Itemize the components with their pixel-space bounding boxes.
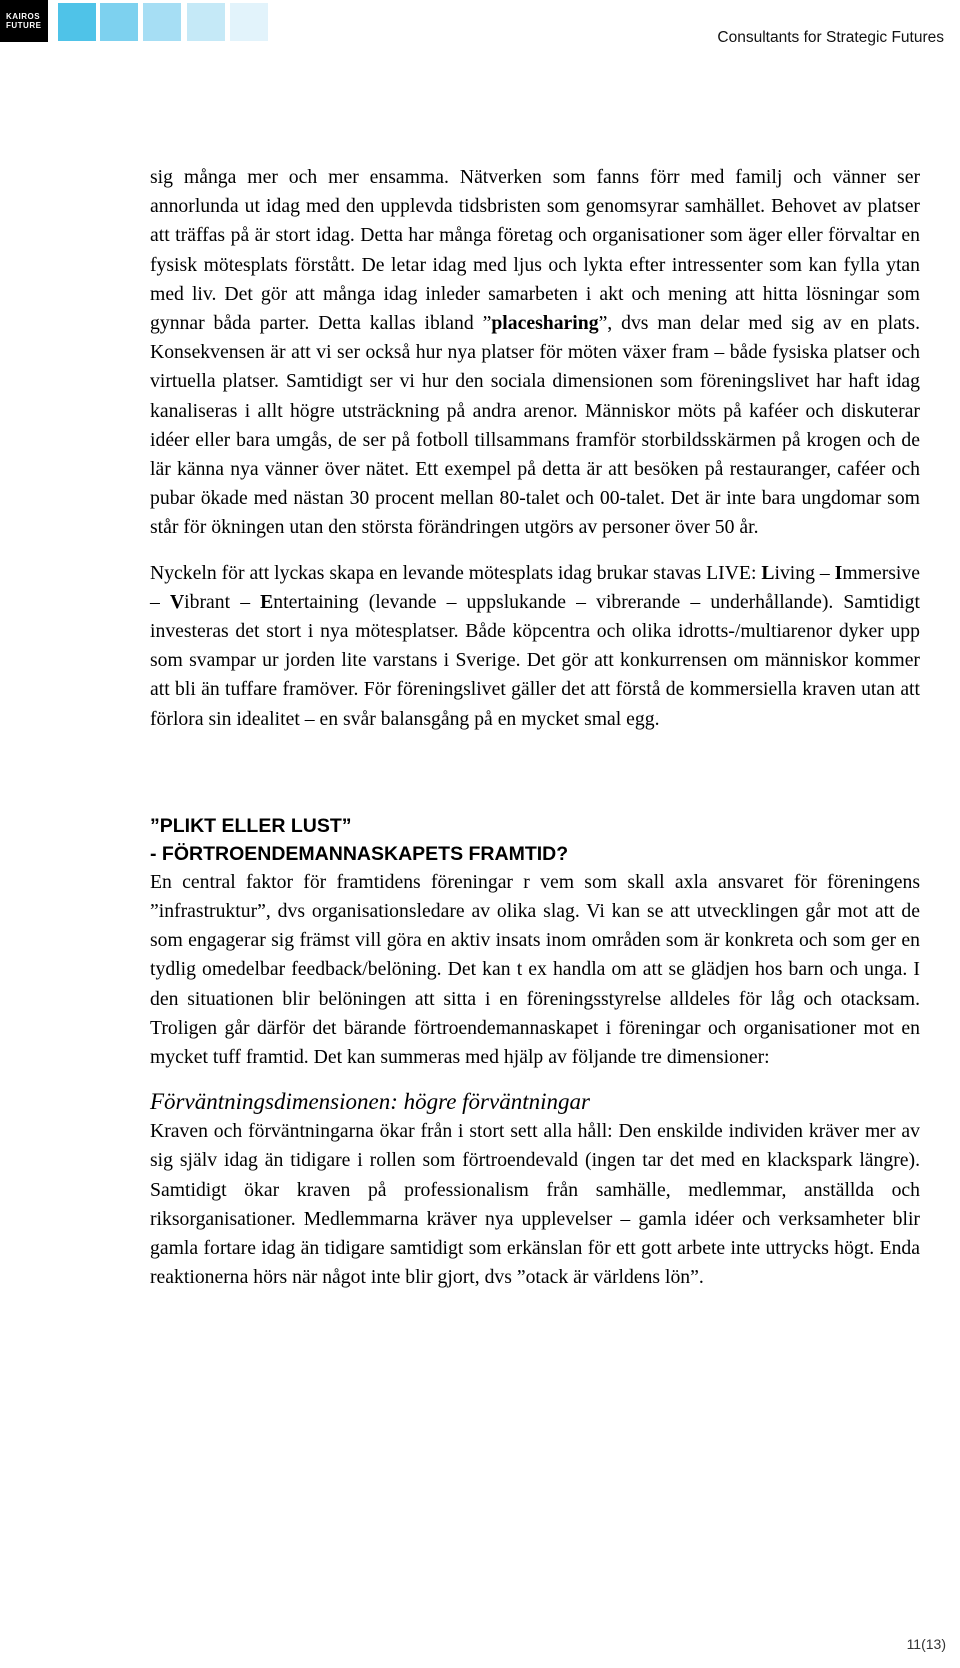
- live-letter-l: L: [761, 561, 775, 584]
- color-swatch-3: [143, 3, 181, 41]
- paragraph-text: sig många mer och mer ensamma. Nätverken som fanns förr med familj och vänner ser annorlunda ut idag med den upplevda tidsbristen som genomsyrar samhället. Behovet av platser att träffas på är stort idag. Detta har många företag och organisationer som äger eller förvaltar en fysisk mötesplats förstått. De letar idag med ljus och lykta efter intressenter som kan fylla ytan med liv. Det gör att många idag inleder samarbeten i akt och mening att hitta lösningar som gynnar båda parter. Detta kallas ibland ”: [150, 166, 920, 335]
- color-swatch-5: [230, 3, 268, 41]
- paragraph-expectations: Kraven och förväntningarna ökar från i stort sett alla håll: Den enskilde individen kräver mer av sig själv idag än tidigare i rollen som förtroendevald (ingen tar det med en klackspark längre). Samtidigt ökar kraven på professionalism från samhälle, medlemmar, anställda och riksorganisationer. Medlemmarna kräver nya upplevelser – gamla idéer och verksamheter blir gamla fortare idag än tidigare samtidigt som erkänslan för ett gott arbete inte uttrycks högt. Enda reaktionerna hörs när något inte blir gjort, dvs ”otack är världens lön”.: [150, 1120, 920, 1289]
- subheading-expectations: Förväntningsdimensionen: högre förväntningar: [150, 1089, 590, 1115]
- color-swatch-4: [187, 3, 225, 41]
- live-word-vibrant: ibrant –: [184, 590, 261, 613]
- section-heading-line-1: ”PLIKT ELLER LUST”: [150, 814, 352, 837]
- header-tagline: Consultants for Strategic Futures: [717, 29, 944, 46]
- color-swatch-1: [58, 3, 96, 41]
- logo-line-1: KAIROS: [6, 12, 41, 21]
- paragraph-text: ntertaining (levande – uppslukande – vibrerande – underhållande). Samtidigt investeras det stort i nya mötesplatser. Både köpcentra och olika idrotts-/multiarenor dyker upp som svampar ur jorden lite varstans i Sverige. Det gör att konkurrensen om människor kommer att bli än tuffare framöver. För föreningslivet gäller det att förstå de kommersiella kraven utan att förlora sin idealitet – en svår balansgång på en mycket smal egg.: [150, 590, 920, 730]
- section-spacer: [150, 734, 920, 812]
- paragraph-spacer: [150, 543, 920, 559]
- paragraph-text: Nyckeln för att lyckas skapa en levande mötesplats idag brukar stavas LIVE:: [150, 561, 762, 584]
- page-number: 11(13): [906, 1636, 946, 1652]
- live-letter-v: V: [169, 590, 185, 613]
- kairos-future-logo: [0, 0, 48, 42]
- page-header: [0, 0, 960, 60]
- color-swatch-2: [100, 3, 138, 41]
- placesharing-term: placesharing: [491, 312, 599, 335]
- logo-line-2: FUTURE: [6, 21, 42, 30]
- live-letter-e: E: [260, 590, 274, 613]
- live-letter-i: I: [834, 561, 843, 584]
- section-heading-line-2: - FÖRTROENDEMANNASKAPETS FRAMTID?: [150, 842, 569, 865]
- paragraph-text: ”, dvs man delar med sig av en plats. Konsekvensen är att vi ser också hur nya platser för möten växer fram – både fysiska platser och virtuella platser. Samtidigt ser vi hur den sociala dimensionen som föreningslivet har haft idag kanaliseras i allt högre utsträckning på andra arenor. Människor möts på kaféer och diskuterar idéer eller bara umgås, de ser på fotboll tillsammans framför storbildsskärmen på krogen och de lär känna nya vänner över nätet. Ett exempel på detta är att besöken på restauranger, caféer och pubar ökade med nästan 30 procent mellan 80-talet och 00-talet. Det är inte bara ungdomar som står för ökningen utan den största förändringen utgörs av personer över 50 år.: [150, 312, 920, 539]
- paragraph-placesharing: [150, 163, 920, 543]
- live-word-immersive: mmersive –: [150, 561, 920, 613]
- paragraph-live: [150, 559, 920, 734]
- paragraph-trustee: En central faktor för framtidens föreningar r vem som skall axla ansvaret för föreningens ”infrastruktur”, dvs organisationsledare av olika slag. Vi kan se att utvecklingen går mot att de som engagerar sig främst vill göra en aktiv insats inom områden som är konkreta och som ger en tydlig omedelbar feedback/belöning. Det kan t ex handla om att se glädjen hos barn och unga. I den situationen blir belöningen att sitta i en föreningsstyrelse alldeles för låg och otacksam. Troligen går därför det bärande förtroendemannaskapet i föreningar och organisationer mot en mycket tuff framtid. Det kan summeras med hjälp av följande tre dimensioner:: [150, 870, 920, 1069]
- document-body: [150, 163, 920, 1293]
- live-word-living: iving –: [774, 561, 835, 584]
